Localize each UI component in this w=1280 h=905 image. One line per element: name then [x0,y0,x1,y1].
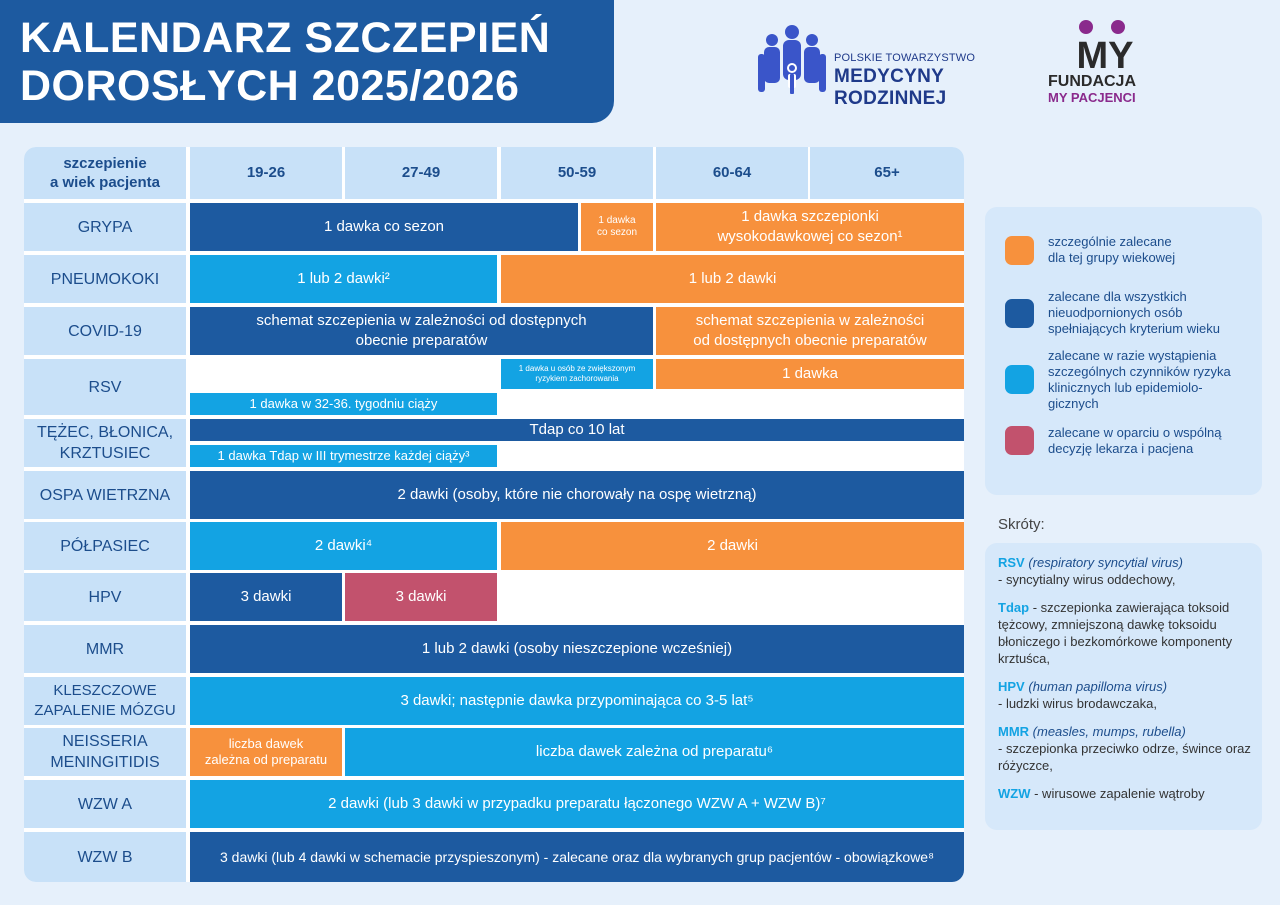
abbr-rsv-italic: (respiratory syncytial virus) [1028,555,1183,570]
row-label-rsv: RSV [24,359,186,415]
wzwb-all-ages: 3 dawki (lub 4 dawki w schemacie przyspieszonym) - zalecane oraz dla wybranych grup pacjentów - obowiązkowe⁸ [190,832,964,882]
ptmr-small-text: POLSKIE TOWARZYSTWO [834,52,976,64]
legend-swatch-cyan [1005,365,1034,394]
row-label-mmr: MMR [24,625,186,673]
legend-text-cyan: zalecane w razie wystąpienia szczególnych czynników ryzyka klinicznych lub epidemiolo- gicznych [1048,348,1231,411]
row-label-hpv: HPV [24,573,186,621]
neisseria-27-plus: liczba dawek zależna od preparatu⁶ [345,728,964,776]
abbr-hpv-key: HPV [998,679,1025,694]
legend-swatch-pink [1005,426,1034,455]
legend-text-navy: zalecane dla wszystkich nieuodpornionych osób spełniających kryterium wieku [1048,289,1220,336]
abbr-hpv [998,678,1252,712]
row-label-tezec-text: TĘŻEC, BŁONICA, KRZTUSIEC [36,424,174,462]
mmr-all-ages: 1 lub 2 dawki (osoby nieszczepione wcześniej) [190,625,964,673]
my-pacjenci-text: MY PACJENCI [1048,90,1136,105]
rsv-60-plus: 1 dawka [656,359,964,389]
my-pacjenci-logo [1040,18,1170,108]
row-label-polpasiec: PÓŁPASIEC [24,522,186,570]
header-age-65-plus: 65+ [810,147,964,199]
legend [985,207,1262,495]
tezec-all-ages: Tdap co 10 lat [190,419,964,441]
ptmr-logo [756,22,1026,109]
neisseria-19-26-text: liczba dawek zależna od preparatu [204,736,328,767]
pneumokoki-50-plus: 1 lub 2 dawki [501,255,964,303]
abbr-mmr [998,723,1252,774]
row-label-neisseria [24,728,186,776]
legend-swatch-orange [1005,236,1034,265]
grypa-60-plus-text: 1 dawka szczepionki wysokodawkowej co sezon¹ [717,208,903,245]
row-label-covid: COVID-19 [24,307,186,355]
covid-60-plus-text: schemat szczepienia w zależności od dostępnych obecnie preparatów [693,312,927,349]
my-mark-text: MY [1076,35,1134,74]
tezec-pregnancy: 1 dawka Tdap w III trymestrze każdej ciąży³ [190,445,497,467]
abbr-rsv [998,554,1252,588]
rsv-pregnancy: 1 dawka w 32-36. tygodniu ciąży [190,393,497,415]
title-line-1: KALENDARZ SZCZEPIEŃ [20,14,551,62]
ospa-all-ages: 2 dawki (osoby, które nie chorowały na ospę wietrzną) [190,471,964,519]
header-age-27-49: 27-49 [345,147,497,199]
pneumokoki-19-49: 1 lub 2 dawki² [190,255,497,303]
row-label-wzwb: WZW B [24,832,186,882]
family-icon [756,24,828,100]
row-label-tezec [24,419,186,467]
abbr-tdap-key: Tdap [998,600,1030,615]
abbr-hpv-text: - ludzki wirus brodawczaka, [998,696,1157,711]
legend-swatch-navy [1005,299,1034,328]
abbr-mmr-key: MMR [998,724,1030,739]
wzwa-all-ages: 2 dawki (lub 3 dawki w przypadku preparatu łączonego WZW A + WZW B)⁷ [190,780,964,828]
legend-text-pink: zalecane w oparciu o wspólną decyzję lekarza i pacjena [1048,425,1222,456]
abbreviations-box [985,543,1262,830]
header-age-19-26: 19-26 [190,147,342,199]
grypa-60-plus [656,203,964,251]
neisseria-19-26 [190,728,342,776]
header-age-50-59: 50-59 [501,147,653,199]
title-banner [0,0,614,123]
hpv-27-49: 3 dawki [345,573,497,621]
abbr-hpv-italic: (human papilloma virus) [1028,679,1168,694]
covid-60-plus [656,307,964,355]
title-line-2: DOROSŁYCH 2025/2026 [20,62,520,110]
row-label-ospa: OSPA WIETRZNA [24,471,186,519]
row-label-pneumokoki: PNEUMOKOKI [24,255,186,303]
my-fundacja-text: FUNDACJA [1048,73,1136,90]
header-corner-text: szczepienie a wiek pacjenta [49,155,161,191]
covid-19-59 [190,307,653,355]
abbr-rsv-key: RSV [998,555,1025,570]
vaccination-table [24,147,964,882]
polpasiec-50-plus: 2 dawki [501,522,964,570]
kzm-all-ages: 3 dawki; następnie dawka przypominająca co 3-5 lat⁵ [190,677,964,725]
abbr-wzw-text: - wirusowe zapalenie wątroby [1034,786,1205,801]
covid-19-59-text: schemat szczepienia w zależności od dostępnych obecnie preparatów [256,312,587,349]
grypa-50-59-text: 1 dawka co sezon [596,215,638,238]
abbr-wzw-key: WZW [998,786,1031,801]
row-label-neisseria-text: NEISSERIA MENINGITIDIS [50,733,160,771]
row-label-kzm [24,677,186,725]
row-label-kzm-text: KLESZCZOWE ZAPALENIE MÓZGU [34,682,176,719]
polpasiec-19-49: 2 dawki⁴ [190,522,497,570]
legend-text-orange: szczególnie zalecane dla tej grupy wiekowej [1048,234,1176,265]
header-age-60-64: 60-64 [656,147,808,199]
abbreviations-title: Skróty: [998,516,1045,533]
rsv-50-59 [501,359,653,389]
ptmr-big-text: MEDYCYNY RODZINNEJ [834,66,947,109]
hpv-19-26: 3 dawki [190,573,342,621]
grypa-50-59 [581,203,653,251]
header-corner [24,147,186,199]
rsv-50-59-text: 1 dawka u osób ze zwiększonym ryzykiem zachorowania [518,364,636,383]
my-logo-icon [1060,18,1150,74]
abbr-tdap [998,599,1252,667]
abbr-tdap-text: - szczepionka zawierająca toksoid tężcowy, zmniejszoną dawkę toksoidu błoniczego i bezkomórkowe komponenty krztuśca, [998,600,1233,666]
abbr-rsv-text: - syncytialny wirus oddechowy, [998,572,1176,587]
abbr-mmr-text: - szczepionka przeciwko odrze, śwince oraz różyczce, [998,741,1251,773]
grypa-19-49: 1 dawka co sezon [190,203,578,251]
abbr-wzw [998,785,1252,802]
row-label-wzwa: WZW A [24,780,186,828]
row-label-grypa: GRYPA [24,203,186,251]
abbr-mmr-italic: (measles, mumps, rubella) [1032,724,1186,739]
